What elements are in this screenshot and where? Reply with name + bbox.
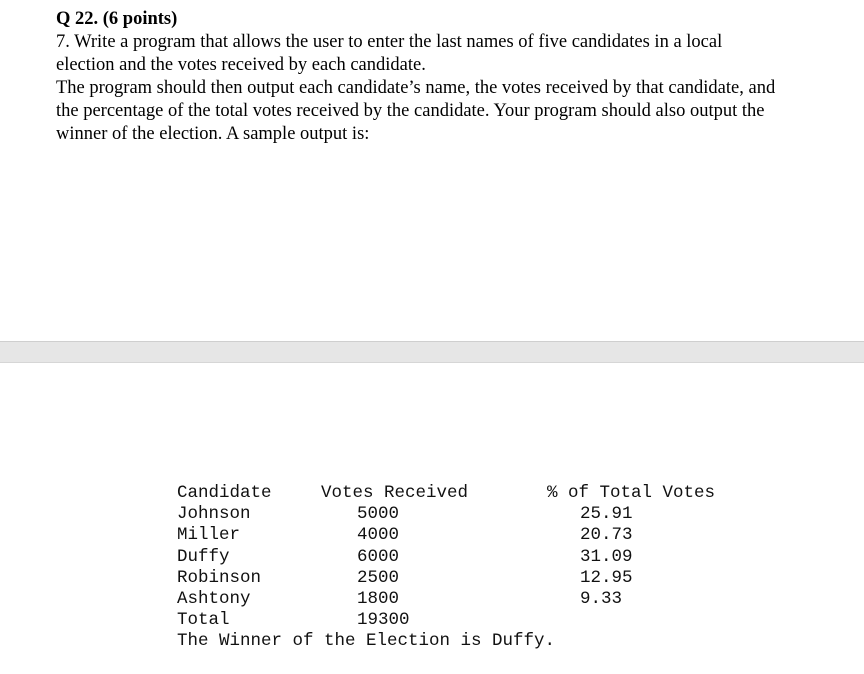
- question-block: [56, 8, 846, 146]
- candidate-percent: 9.33: [580, 588, 623, 609]
- candidate-votes: 6000: [357, 546, 400, 567]
- question-text-line: the percentage of the total votes received by the candidate. Your program should also output the: [56, 101, 765, 121]
- page-divider: [0, 341, 864, 363]
- candidate-votes: 2500: [357, 567, 400, 588]
- candidate-name: Robinson: [177, 567, 262, 588]
- question-text-line: The program should then output each candidate’s name, the votes received by that candidate, and: [56, 78, 776, 98]
- candidate-name: Duffy: [177, 546, 230, 567]
- candidate-votes: 1800: [357, 588, 400, 609]
- total-votes: 19300: [357, 610, 410, 631]
- candidate-percent: 20.73: [580, 525, 633, 546]
- header-candidate: Candidate: [177, 483, 272, 503]
- candidate-name: Miller: [177, 525, 241, 546]
- header-votes-received: Votes Received: [321, 483, 469, 503]
- candidate-percent: 25.91: [580, 504, 633, 525]
- question-text-line: election and the votes received by each candidate.: [56, 55, 426, 75]
- total-label: Total: [177, 610, 230, 631]
- candidate-percent: 31.09: [580, 546, 633, 567]
- question-text-line: winner of the election. A sample output is:: [56, 124, 370, 144]
- candidate-votes: 4000: [357, 525, 400, 546]
- question-text-line: 7. Write a program that allows the user to enter the last names of five candidates in a local: [56, 32, 723, 52]
- header-percent-total: % of Total Votes: [547, 483, 716, 503]
- candidate-name: Johnson: [177, 504, 251, 525]
- candidate-votes: 5000: [357, 504, 400, 525]
- candidate-name: Ashtony: [177, 588, 251, 609]
- winner-line: The Winner of the Election is Duffy.: [177, 631, 556, 652]
- question-title: Q 22. (6 points): [56, 9, 178, 29]
- candidate-percent: 12.95: [580, 567, 633, 588]
